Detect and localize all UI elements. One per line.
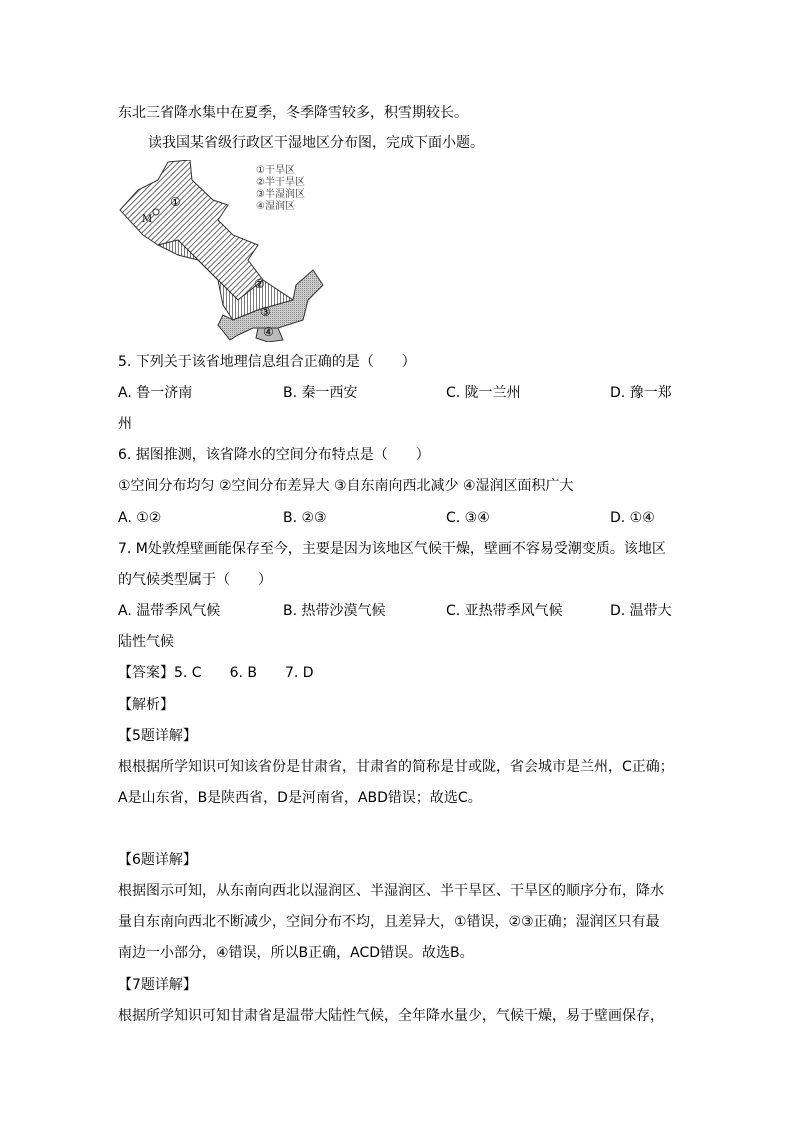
q6-detail-line: 量自东南向西北不断减少，空间分布不均，且差异大，①错误，②③正确；湿润区只有最: [118, 914, 660, 930]
q7-option-d: D. 温带大: [610, 603, 672, 619]
q7-option-b: B. 热带沙漠气候: [283, 603, 386, 619]
q5-option-b: B. 秦一西安: [283, 385, 358, 401]
region-label-3: ③: [260, 305, 271, 319]
legend-semi-arid: ②半干旱区: [256, 177, 305, 188]
map-legend: [256, 165, 305, 213]
q6-detail-line: 南边一小部分，④错误，所以B正确，ACD错误。故选B。: [118, 945, 474, 961]
q5-detail-line: A是山东省，B是陕西省，D是河南省，ABD错误；故选C。: [118, 790, 482, 806]
q6-option-a: A. ①②: [118, 510, 162, 526]
q7-stem-line2: 的气候类型属于（ ）: [118, 572, 272, 588]
q5-detail-heading: 【5题详解】: [118, 728, 197, 744]
q7-option-c: C. 亚热带季风气候: [446, 603, 563, 619]
question-prompt: 读我国某省级行政区干湿地区分布图，完成下面小题。: [148, 135, 484, 151]
q6-option-c: C. ③④: [446, 510, 490, 526]
region-arid: [120, 160, 263, 300]
q6-option-d: D. ①④: [610, 510, 655, 526]
q6-detail-line: 根据图示可知，从东南向西北以湿润区、半湿润区、半干旱区、干旱区的顺序分布，降水: [118, 883, 664, 899]
region-label-2: ②: [254, 277, 265, 291]
q6-items: ①空间分布均匀 ②空间分布差异大 ③自东南向西北减少 ④湿润区面积广大: [118, 478, 574, 494]
legend-semi-humid: ③半湿润区: [256, 189, 305, 200]
answer-line: 【答案】5. C 6. B 7. D: [118, 665, 314, 681]
q5-option-a: A. 鲁一济南: [118, 385, 193, 401]
q7-detail-line: 根据所学知识可知甘肃省是温带大陆性气候，全年降水量少，气候干燥，易于壁画保存，: [118, 1008, 664, 1024]
q5-option-c: C. 陇一兰州: [446, 385, 521, 401]
q7-option-d-wrap: 陆性气候: [118, 634, 174, 650]
q7-stem-line1: 7. M处敦煌壁画能保存至今，主要是因为该地区气候干燥，壁画不容易受潮变质。该地区: [118, 541, 666, 557]
q6-option-b: B. ②③: [283, 510, 327, 526]
q5-stem: 5. 下列关于该省地理信息组合正确的是（ ）: [118, 354, 416, 370]
intro-line: 东北三省降水集中在夏季，冬季降雪较多，积雪期较长。: [118, 105, 468, 121]
legend-humid: ④湿润区: [256, 201, 295, 212]
q7-option-a: A. 温带季风气候: [118, 603, 221, 619]
q7-detail-heading: 【7题详解】: [118, 977, 197, 993]
analysis-heading: 【解析】: [118, 697, 174, 713]
q5-option-d: D. 豫一郑: [610, 385, 672, 401]
region-label-1: ①: [170, 195, 181, 209]
legend-arid: ①干旱区: [256, 165, 295, 176]
q6-stem: 6. 据图推测，该省降水的空间分布特点是（ ）: [118, 447, 430, 463]
q5-detail-line: 根根据所学知识可知该省份是甘肃省，甘肃省的简称是甘或陇，省会城市是兰州，C正确；: [118, 759, 674, 775]
region-label-4: ④: [263, 325, 274, 339]
q5-option-d-wrap: 州: [118, 416, 132, 432]
q6-detail-heading: 【6题详解】: [118, 852, 197, 868]
point-m-label: M: [142, 214, 153, 225]
